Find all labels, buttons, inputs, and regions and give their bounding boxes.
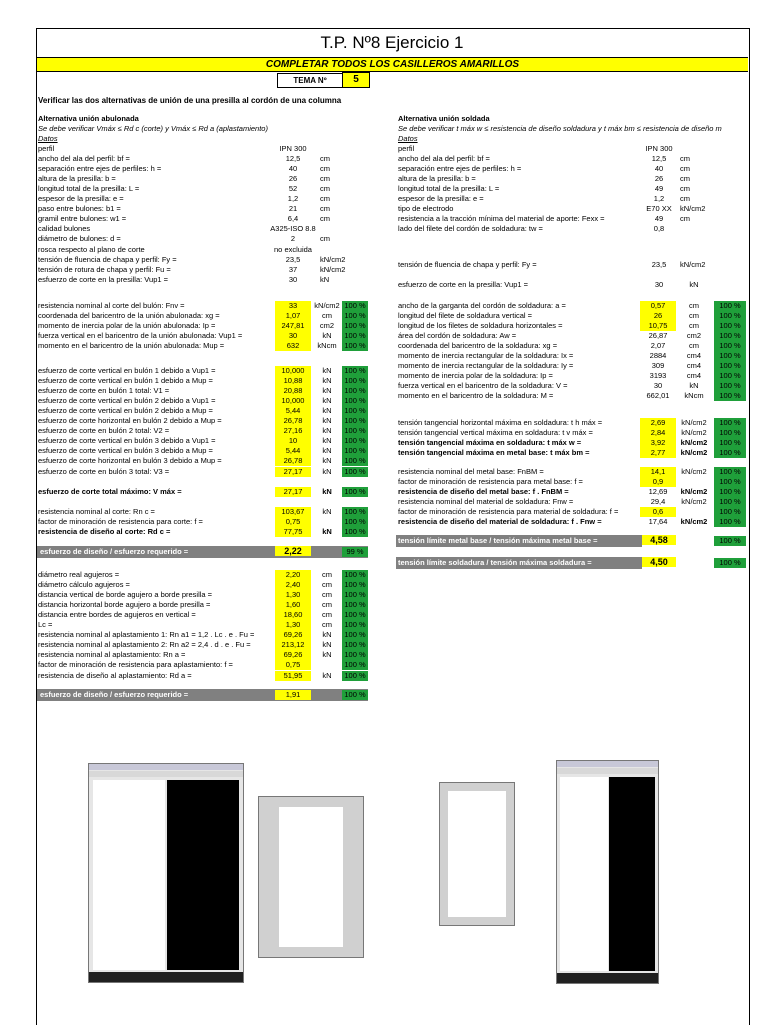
data-label: calidad bulones — [38, 224, 91, 234]
check-percentage: 100 % — [342, 396, 368, 406]
calc-unit: kN/cm2 — [680, 517, 708, 527]
calc-value-cell[interactable]: 0,75 — [275, 660, 311, 670]
check-percentage: 100 % — [342, 640, 368, 650]
data-unit: cm — [320, 234, 330, 244]
data-value: 12,5 — [285, 154, 301, 164]
data-label: separación entre ejes de perfiles: h = — [38, 164, 162, 174]
calc-unit: cm2 — [319, 321, 335, 331]
check-percentage: 100 % — [342, 416, 368, 426]
calc-value-cell[interactable]: 77,75 — [275, 527, 311, 537]
calc-unit: kN/cm2 — [680, 448, 708, 458]
check-percentage: 100 % — [342, 331, 368, 341]
calc-label: fuerza vertical en el baricentro de la unión abulonada: Vup1 = — [38, 331, 243, 341]
calc-unit: kN/cm2 — [681, 467, 707, 476]
calc-label: longitud de los filetes de soldadura horizontales = — [398, 321, 563, 331]
calc-unit: cm — [322, 620, 332, 630]
calc-value-cell[interactable]: 1,07 — [275, 311, 311, 321]
calc-value-cell[interactable]: 0,57 — [640, 301, 676, 311]
calc-label: distancia entre bordes de agujeros en vertical = — [38, 610, 196, 620]
calc-label: esfuerzo de corte en bulón 2 total: V2 = — [38, 426, 170, 436]
calc-value-cell[interactable]: 2,20 — [275, 570, 311, 580]
data-unit: cm — [320, 184, 330, 194]
calc-value-cell[interactable]: 1,30 — [275, 620, 311, 630]
check-percentage: 100 % — [342, 570, 368, 580]
vmax-label: esfuerzo de corte total máximo: V máx = — [38, 487, 182, 496]
calc-label: esfuerzo de corte vertical en bulón 3 debido a Mup = — [38, 446, 213, 456]
calc-label: esfuerzo de corte vertical en bulón 1 debido a Mup = — [38, 376, 213, 386]
calc-value-cell[interactable]: 662,01 — [646, 391, 670, 401]
calc-label: momento de inercia polar de la soldadura: Ip = — [398, 371, 553, 381]
calc-unit: kN — [322, 630, 332, 640]
check-percentage: 100 % — [714, 467, 746, 477]
calc-label: momento en el baricentro de la unión abulonada: Mup = — [38, 341, 225, 351]
calc-unit: kN — [322, 466, 332, 476]
calc-label: tensión tangencial horizontal máxima en soldadura: t h máx = — [398, 418, 603, 427]
calc-unit: cm — [689, 341, 699, 351]
tema-value-cell[interactable]: 5 — [342, 72, 370, 88]
data-label: longitud total de la presilla: L = — [398, 184, 500, 194]
check-percentage: 100 % — [714, 487, 746, 497]
calc-unit: kNcm — [684, 391, 704, 401]
data-value: 40 — [288, 164, 298, 174]
calc-unit: kN — [322, 366, 332, 375]
datos-label: Datos — [38, 134, 58, 143]
data-value: 1,2 — [653, 194, 665, 204]
calc-label: esfuerzo de corte vertical en bulón 3 debido a Vup1 = — [38, 436, 216, 446]
calc-label: momento en el baricentro de la soldadura: M = — [398, 391, 554, 401]
calc-label: esfuerzo de corte vertical en bulón 2 debido a Mup = — [38, 406, 213, 416]
calc-label: fuerza vertical en el baricentro de la soldadura: V = — [398, 381, 568, 391]
calc-unit: kN — [322, 507, 332, 516]
check-percentage: 100 % — [714, 371, 746, 381]
calc-unit: kN — [322, 650, 332, 660]
calc-label: factor de minoración de resistencia para corte: f = — [38, 517, 203, 527]
calc-unit: kN — [322, 640, 332, 650]
calc-value-cell[interactable]: 213,12 — [275, 640, 311, 650]
3d-model-screenshot-2 — [439, 782, 515, 926]
calc-label: resistencia de diseño al aplastamiento: Rd a = — [38, 670, 192, 680]
calc-label: esfuerzo de corte horizontal en bulón 3 debido a Mup = — [38, 456, 222, 466]
calc-value-cell[interactable]: 17,64 — [648, 517, 668, 527]
calc-unit: cm — [322, 600, 332, 610]
calc-unit: kN — [322, 331, 332, 341]
data-value: 6,4 — [287, 214, 299, 224]
data-value: 49 — [654, 184, 664, 194]
calc-value-cell[interactable]: 69,26 — [275, 650, 311, 660]
calc-value-cell[interactable]: 18,60 — [275, 610, 311, 620]
calc-value-cell[interactable]: 30 — [275, 331, 311, 341]
calc-label: longitud del filete de soldadura vertical = — [398, 311, 533, 321]
calc-unit: cm4 — [686, 351, 702, 361]
data-value: 30 — [654, 280, 664, 289]
check-percentage: 100 % — [342, 311, 368, 321]
calc-value-cell[interactable]: 10,75 — [640, 321, 676, 331]
page-title: T.P. Nº8 Ejercicio 1 — [36, 29, 748, 58]
calc-unit: kN — [322, 406, 332, 416]
check-percentage: 100 % — [714, 321, 746, 331]
section-heading: Alternativa unión soldada — [398, 114, 490, 123]
data-unit: cm — [320, 194, 330, 204]
check-percentage: 100 % — [714, 418, 746, 428]
calc-value-cell[interactable]: 26,78 — [275, 416, 311, 426]
data-label: gramil entre bulones: w1 = — [38, 214, 127, 224]
datos-label: Datos — [398, 134, 418, 143]
calc-unit: kN — [322, 396, 332, 406]
check-percentage: 100 % — [342, 487, 368, 497]
calc-unit: cm — [322, 570, 332, 579]
check-percentage: 100 % — [342, 436, 368, 446]
data-label: resistencia a la tracción mínima del material de aporte: Fexx = — [398, 214, 605, 224]
calc-label: momento de inercia polar de la unión abulonada: Ip = — [38, 321, 216, 331]
check-percentage: 100 % — [342, 671, 368, 681]
calc-value-cell[interactable]: 10,88 — [275, 376, 311, 386]
section-heading: Alternativa unión abulonada — [38, 114, 139, 123]
calc-label: resistencia de diseño del metal base: f . FnBM = — [398, 487, 569, 497]
intro-text: Verificar las dos alternativas de unión de una presilla al cordón de una columna — [38, 96, 342, 105]
check-percentage: 100 % — [342, 366, 368, 376]
check-percentage: 100 % — [342, 610, 368, 620]
calc-value-cell[interactable]: 5,44 — [275, 406, 311, 416]
calc-label: resistencia de diseño al corte: Rd c = — [38, 527, 171, 537]
calc-value-cell[interactable]: 26 — [640, 311, 676, 321]
check-percentage: 100 % — [342, 321, 368, 331]
data-unit: cm — [320, 164, 330, 174]
calc-label: resistencia nominal al corte del bulón: Fnv = — [38, 301, 185, 310]
calc-unit: kN — [322, 436, 332, 446]
calc-unit: cm — [322, 590, 332, 600]
data-value: 2 — [290, 234, 296, 244]
calc-label: tensión tangencial máxima en soldadura: t máx w = — [398, 438, 582, 448]
calc-unit: kN/cm2 — [680, 438, 708, 448]
calc-unit: kN/cm2 — [681, 497, 707, 507]
calc-label: esfuerzo de corte vertical en bulón 2 debido a Vup1 = — [38, 396, 216, 406]
data-unit: kN/cm2 — [320, 254, 346, 264]
ratio-value-cell[interactable]: 2,22 — [275, 546, 311, 556]
calc-value-cell[interactable]: 0,9 — [640, 477, 676, 487]
check-percentage: 99 % — [342, 547, 368, 557]
calc-unit: cm — [322, 610, 332, 620]
check-percentage: 100 % — [342, 620, 368, 630]
calc-label: factor de minoración de resistencia para aplastamiento: f = — [38, 660, 233, 670]
calc-unit: kN — [322, 426, 332, 436]
calc-unit: kN/cm2 — [314, 301, 340, 310]
data-value: 0,8 — [653, 224, 665, 234]
calc-value-cell[interactable]: 20,88 — [275, 386, 311, 396]
calc-value-cell[interactable]: 12,69 — [648, 487, 668, 497]
calc-label: resistencia de diseño del material de soldadura: f . Fnw = — [398, 517, 602, 527]
calc-label: esfuerzo de corte vertical en bulón 1 debido a Vup1 = — [38, 366, 216, 375]
data-label: rosca respecto al plano de corte — [38, 244, 145, 254]
calc-unit: cm — [322, 311, 332, 321]
section-subheading: Se debe verificar Vmáx ≤ Rd c (corte) y Vmáx ≤ Rd a (aplastamiento) — [38, 124, 268, 133]
calc-value-cell[interactable]: 0,75 — [275, 517, 311, 527]
cad-screenshot-2 — [556, 760, 659, 984]
calc-value-cell[interactable]: 10,000 — [275, 366, 311, 376]
calc-label: Lc = — [38, 620, 53, 630]
section-subheading: Se debe verificar t máx w ≤ resistencia de diseño soldadura y t máx bm ≤ resistencia de diseño m — [398, 124, 722, 133]
calc-label: esfuerzo de corte en bulón 3 total: V3 = — [38, 466, 170, 476]
calc-value-cell[interactable]: 14,1 — [640, 467, 676, 477]
data-value: IPN 300 — [645, 144, 673, 153]
check-percentage: 100 % — [342, 690, 368, 700]
data-unit: cm — [320, 154, 330, 164]
calc-value-cell[interactable]: 30 — [653, 381, 663, 391]
calc-value-cell[interactable]: 2,40 — [275, 580, 311, 590]
check-percentage: 100 % — [342, 650, 368, 660]
calc-label: factor de minoración de resistencia para material de soldadura: f = — [398, 507, 619, 517]
data-value: IPN 300 — [279, 144, 307, 153]
calc-value-cell[interactable]: 632 — [275, 341, 311, 351]
calc-value-cell[interactable]: 33 — [275, 301, 311, 311]
calc-label: tensión tangencial máxima en metal base: t máx bm = — [398, 448, 590, 458]
data-value: 21 — [288, 204, 298, 214]
check-percentage: 100 % — [714, 311, 746, 321]
calc-value-cell[interactable]: 3193 — [649, 371, 667, 381]
check-percentage: 100 % — [714, 331, 746, 341]
data-value: 26 — [288, 174, 298, 184]
calc-unit: kN — [689, 381, 699, 391]
calc-value-cell[interactable]: 51,95 — [275, 671, 311, 681]
check-percentage: 100 % — [342, 660, 368, 670]
calc-unit: cm4 — [686, 361, 702, 371]
calc-label: diámetro cálculo agujeros = — [38, 580, 130, 590]
check-percentage: 100 % — [342, 527, 368, 537]
calc-value-cell[interactable]: 103,67 — [275, 507, 311, 517]
data-unit: kN/cm2 — [680, 260, 706, 269]
ratio-label: esfuerzo de diseño / esfuerzo requerido = — [40, 547, 189, 556]
calc-unit: kN/cm2 — [681, 418, 707, 427]
calc-label: resistencia nominal al aplastamiento 1: Rn a1 = 1,2 . Lc . e . Fu = — [38, 630, 255, 640]
ratio-value-cell[interactable]: 4,58 — [642, 535, 676, 545]
calc-value-cell[interactable]: 5,44 — [275, 446, 311, 456]
data-value: 52 — [288, 184, 298, 194]
calc-label: resistencia nominal al aplastamiento 2: Rn a2 = 2,4 . d . e . Fu = — [38, 640, 251, 650]
calc-label: resistencia nominal al aplastamiento: Rn a = — [38, 650, 186, 660]
data-value: 23,5 — [285, 254, 301, 264]
calc-unit: cm — [689, 301, 699, 310]
calc-value-cell[interactable]: 69,26 — [275, 630, 311, 640]
ratio-value-cell[interactable]: 1,91 — [275, 690, 311, 700]
calc-unit: kN — [322, 527, 332, 537]
data-unit: kN — [320, 274, 330, 284]
data-label: tensión de fluencia de chapa y perfil: Fy = — [398, 260, 537, 269]
calc-value-cell[interactable]: 2,77 — [640, 448, 676, 458]
calc-label: momento de inercia rectangular de la soldadura: Ix = — [398, 351, 574, 361]
calc-label: distancia horizontal borde agujero a borde presilla = — [38, 600, 211, 610]
calc-value-cell[interactable]: 0,6 — [640, 507, 676, 517]
3d-model-screenshot-1 — [258, 796, 364, 958]
data-label: perfil — [38, 144, 55, 153]
data-unit: cm — [680, 174, 690, 184]
calc-unit: cm2 — [686, 331, 702, 341]
data-unit: cm — [680, 214, 690, 224]
data-value: A325-ISO 8.8 — [270, 224, 316, 234]
calc-label: resistencia nominal del metal base: FnBM = — [398, 467, 544, 476]
calc-value-cell[interactable]: 2,07 — [650, 341, 666, 351]
vmax-value-cell[interactable]: 27,17 — [275, 487, 311, 497]
check-percentage: 100 % — [714, 517, 746, 527]
calc-value-cell[interactable]: 27,17 — [275, 467, 311, 477]
check-percentage: 100 % — [714, 477, 746, 487]
data-value: 49 — [654, 214, 664, 224]
check-percentage: 100 % — [342, 456, 368, 466]
data-label: espesor de la presilla: e = — [398, 194, 484, 204]
data-label: longitud total de la presilla: L = — [38, 184, 140, 194]
data-label: perfil — [398, 144, 415, 153]
data-label: tipo de electrodo — [398, 204, 454, 214]
calc-value-cell[interactable]: 10,000 — [275, 396, 311, 406]
calc-unit: kN — [322, 456, 332, 466]
calc-value-cell[interactable]: 2884 — [649, 351, 667, 361]
calc-unit: kN/cm2 — [681, 428, 707, 438]
data-label: ancho del ala del perfil: bf = — [38, 154, 130, 164]
calc-unit: kN — [322, 376, 332, 386]
data-label: espesor de la presilla: e = — [38, 194, 124, 204]
ratio-label: tensión límite soldadura / tensión máxima soldadura = — [398, 558, 592, 567]
calc-label: factor de minoración de resistencia para metal base: f = — [398, 477, 583, 487]
vmax-unit: kN — [322, 487, 332, 496]
calc-label: coordenada del baricentro de la soldadura: xg = — [398, 341, 558, 351]
data-value: 12,5 — [651, 154, 667, 164]
data-value: 26 — [654, 174, 664, 184]
calc-value-cell[interactable]: 29,4 — [650, 497, 666, 507]
calc-label: ancho de la garganta del cordón de soldadura: a = — [398, 301, 566, 310]
data-unit: cm — [680, 154, 690, 164]
data-value: E70 XX — [646, 204, 672, 214]
data-unit: kN/cm2 — [680, 204, 706, 214]
calc-label: distancia vertical de borde agujero a borde presilla = — [38, 590, 213, 600]
check-percentage: 100 % — [342, 426, 368, 436]
check-percentage: 100 % — [342, 386, 368, 396]
check-percentage: 100 % — [714, 391, 746, 401]
calc-value-cell[interactable]: 1,30 — [275, 590, 311, 600]
data-label: separación entre ejes de perfiles: h = — [398, 164, 522, 174]
check-percentage: 100 % — [714, 558, 746, 568]
check-percentage: 100 % — [342, 507, 368, 517]
instruction-banner: COMPLETAR TODOS LOS CASILLEROS AMARILLOS — [37, 58, 748, 72]
data-value: no excluida — [274, 244, 312, 254]
calc-unit: kN — [322, 446, 332, 456]
calc-unit: cm — [689, 311, 699, 321]
data-value: 40 — [654, 164, 664, 174]
calc-unit: cm — [689, 321, 699, 331]
ratio-value-cell[interactable]: 4,50 — [642, 557, 676, 567]
check-percentage: 100 % — [342, 341, 368, 351]
data-value: 37 — [288, 264, 298, 274]
data-value: 30 — [288, 274, 298, 284]
calc-value-cell[interactable]: 1,60 — [275, 600, 311, 610]
data-label: altura de la presilla: b = — [398, 174, 476, 184]
check-percentage: 100 % — [342, 467, 368, 477]
calc-value-cell[interactable]: 26,87 — [648, 331, 668, 341]
check-percentage: 100 % — [714, 438, 746, 448]
calc-label: esfuerzo de corte en bulón 1 total: V1 = — [38, 386, 170, 396]
calc-value-cell[interactable]: 2,69 — [640, 418, 676, 428]
check-percentage: 100 % — [714, 536, 746, 546]
data-label: tensión de fluencia de chapa y perfil: Fy = — [38, 254, 177, 264]
data-unit: kN — [689, 280, 699, 289]
calc-value-cell[interactable]: 27,16 — [275, 426, 311, 436]
calc-label: tensión tangencial vertical máxima en soldadura: t v máx = — [398, 428, 593, 438]
data-label: lado del filete del cordón de soldadura: tw = — [398, 224, 543, 234]
check-percentage: 100 % — [342, 590, 368, 600]
check-percentage: 100 % — [714, 341, 746, 351]
calc-unit: kN/cm2 — [680, 487, 708, 497]
data-label: altura de la presilla: b = — [38, 174, 116, 184]
data-label: tensión de rotura de chapa y perfil: Fu = — [38, 264, 171, 274]
calc-unit: kN — [322, 670, 332, 680]
check-percentage: 100 % — [714, 448, 746, 458]
calc-label: área del cordón de soldadura: Aw = — [398, 331, 517, 341]
data-label: diámetro de bulones: d = — [38, 234, 121, 244]
data-unit: cm — [680, 164, 690, 174]
ratio-label: tensión límite metal base / tensión máxima metal base = — [398, 536, 598, 545]
data-value: 1,2 — [287, 194, 299, 204]
data-unit: kN/cm2 — [320, 264, 346, 274]
calc-value-cell[interactable]: 26,78 — [275, 456, 311, 466]
calc-unit: cm — [322, 580, 332, 590]
check-percentage: 100 % — [714, 497, 746, 507]
check-percentage: 100 % — [714, 301, 746, 311]
data-unit: cm — [320, 174, 330, 184]
data-label: paso entre bulones: b1 = — [38, 204, 121, 214]
check-percentage: 100 % — [714, 507, 746, 517]
calc-value-cell[interactable]: 3,92 — [640, 438, 676, 448]
check-percentage: 100 % — [342, 600, 368, 610]
check-percentage: 100 % — [714, 351, 746, 361]
data-unit: cm — [680, 194, 690, 204]
calc-value-cell[interactable]: 247,81 — [275, 321, 311, 331]
check-percentage: 100 % — [342, 446, 368, 456]
calc-unit: kN — [322, 416, 332, 426]
data-unit: cm — [680, 184, 690, 194]
calc-label: diámetro real agujeros = — [38, 570, 120, 579]
data-unit: cm — [320, 204, 330, 214]
check-percentage: 100 % — [714, 361, 746, 371]
check-percentage: 100 % — [342, 376, 368, 386]
calc-unit: kN — [322, 386, 332, 396]
calc-label: coordenada del baricentro de la unión abulonada: xg = — [38, 311, 220, 321]
cad-screenshot-1 — [88, 763, 244, 983]
calc-value-cell[interactable]: 2,84 — [640, 428, 676, 438]
check-percentage: 100 % — [342, 517, 368, 527]
check-percentage: 100 % — [714, 381, 746, 391]
data-label: esfuerzo de corte en la presilla: Vup1 = — [38, 274, 169, 284]
data-label: ancho del ala del perfil: bf = — [398, 154, 490, 164]
calc-unit: cm4 — [686, 371, 702, 381]
calc-label: resistencia nominal del material de soldadura: Fnw = — [398, 497, 574, 507]
calc-unit: kNcm — [317, 341, 337, 351]
data-label: esfuerzo de corte en la presilla: Vup1 = — [398, 280, 529, 289]
data-unit: cm — [320, 214, 330, 224]
calc-label: resistencia nominal al corte: Rn c = — [38, 507, 155, 516]
calc-label: esfuerzo de corte horizontal en bulón 2 debido a Mup = — [38, 416, 222, 426]
tema-label: TEMA Nº — [277, 73, 343, 88]
check-percentage: 100 % — [342, 406, 368, 416]
check-percentage: 100 % — [342, 580, 368, 590]
ratio-label: esfuerzo de diseño / esfuerzo requerido = — [40, 690, 189, 699]
calc-value-cell[interactable]: 309 — [651, 361, 665, 371]
data-value: 23,5 — [651, 260, 667, 269]
check-percentage: 100 % — [342, 301, 368, 311]
calc-label: momento de inercia rectangular de la soldadura: Iy = — [398, 361, 574, 371]
check-percentage: 100 % — [714, 428, 746, 438]
check-percentage: 100 % — [342, 630, 368, 640]
calc-value-cell[interactable]: 10 — [275, 436, 311, 446]
